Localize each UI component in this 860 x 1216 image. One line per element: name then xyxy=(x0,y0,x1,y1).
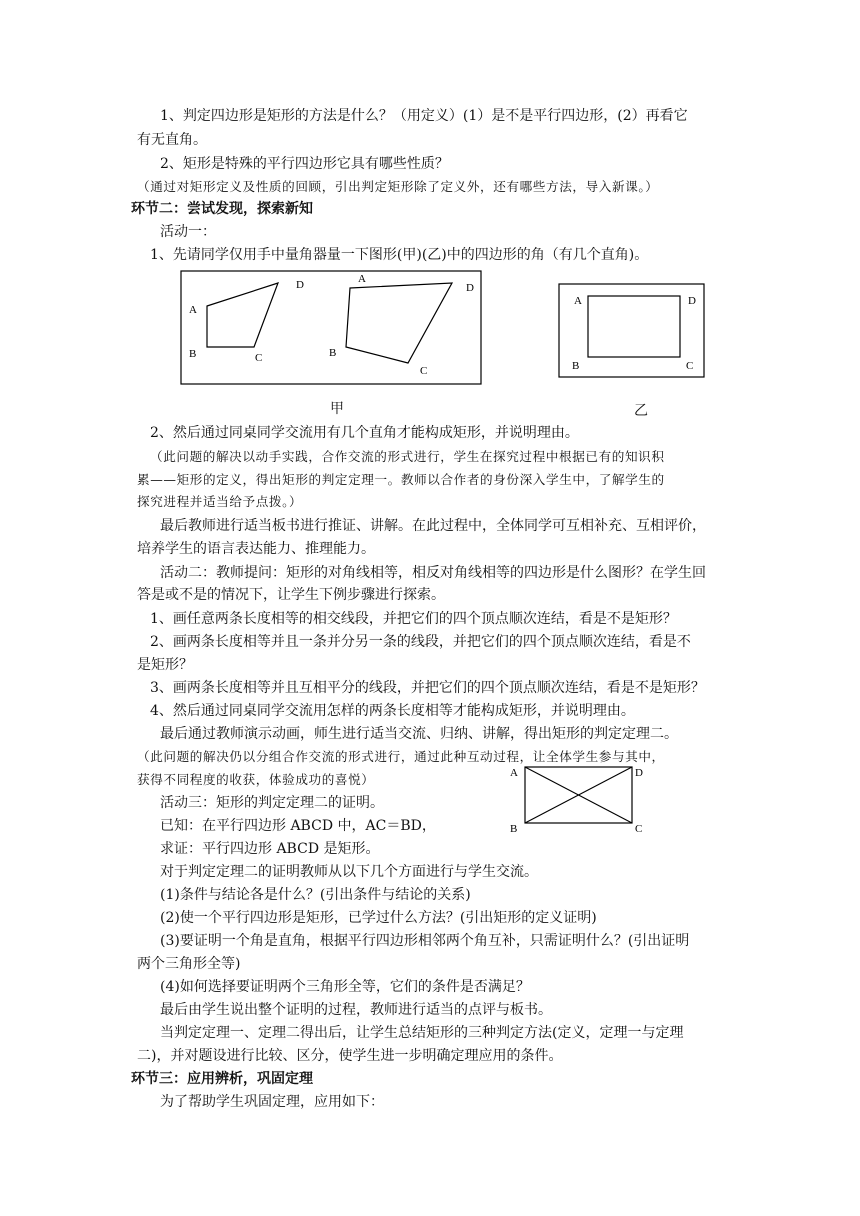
jia-left-vertex-c: C xyxy=(255,352,263,364)
note-line-5: （此问题的解决仍以分组合作交流的形式进行，通过此种互动过程，让全体学生参与其中， xyxy=(137,749,665,764)
proof-vertex-a: A xyxy=(510,767,518,779)
text-line-34: 当判定定理一、定理二得出后，让学生总结矩形的三种判定方法(定义，定理一与定理 xyxy=(160,1025,684,1041)
figure-yi xyxy=(558,283,706,379)
section-heading-2: 环节二：尝试发现，探索新知 xyxy=(131,201,313,217)
question-2: (2)使一个平行四边形是矩形，已学过什么方法？(引出矩形的定义证明) xyxy=(160,910,597,926)
section-heading-3: 环节三：应用辨析，巩固定理 xyxy=(131,1071,313,1087)
text-line-37: 为了帮助学生巩固定理，应用如下： xyxy=(160,1094,384,1110)
given-statement: 已知：在平行四边形 ABCD 中，AC＝BD， xyxy=(160,818,436,834)
jia-left-vertex-d: D xyxy=(296,279,304,291)
activity-2-line-2: 答是或不是的情况下，让学生下例步骤进行探索。 xyxy=(137,587,445,603)
activity-2-step-4: 4、然后通过同桌同学交流用怎样的两条长度相等才能构成矩形，并说明理由。 xyxy=(150,703,635,719)
yi-vertex-d: D xyxy=(688,295,696,307)
question-1: (1)条件与结论各是什么？(引出条件与结论的关系) xyxy=(160,887,471,903)
figure-proof-rectangle xyxy=(505,760,650,840)
jia-right-vertex-c: C xyxy=(420,365,428,377)
activity-2-step-2-cont: 是矩形？ xyxy=(137,657,193,673)
note-line-2: （此问题的解决以动手实践，合作交流的形式进行，学生在探究过程中根据已有的知识积 xyxy=(150,449,665,464)
figure-jia xyxy=(180,270,483,386)
jia-right-vertex-b: B xyxy=(329,347,337,359)
yi-vertex-c: C xyxy=(686,360,694,372)
figure-yi-caption: 乙 xyxy=(634,403,648,419)
text-line-27: 对于判定定理二的证明教师从以下几个方面进行与学生交流。 xyxy=(160,864,538,880)
question-3-cont: 两个三角形全等) xyxy=(137,956,241,972)
figure-jia-caption: 甲 xyxy=(330,401,344,417)
text-line-1: 1、判定四边形是矩形的方法是什么？（用定义）(1）是不是平行四边形，(2）再看它 xyxy=(160,108,688,124)
proof-vertex-b: B xyxy=(510,823,518,835)
yi-vertex-a: A xyxy=(574,295,582,307)
question-3: (3)要证明一个角是直角，根据平行四边形相邻两个角互补，只需证明什么？(引出证明 xyxy=(160,933,690,949)
activity-2-line-1: 活动二：教师提问：矩形的对角线相等，相反对角线相等的四边形是什么图形？在学生回 xyxy=(160,565,706,581)
text-line-21: 最后通过教师演示动画，师生进行适当交流、归纳、讲解，得出矩形的判定定理二。 xyxy=(160,726,678,742)
proof-vertex-d: D xyxy=(635,767,643,779)
jia-right-vertex-a: A xyxy=(358,273,366,285)
activity-1-step-2: 2、然后通过同桌同学交流用有几个直角才能构成矩形，并说明理由。 xyxy=(150,425,579,441)
activity-2-step-1: 1、画任意两条长度相等的相交线段，并把它们的四个顶点顺次连结，看是不是矩形？ xyxy=(150,611,677,627)
jia-left-vertex-b: B xyxy=(189,348,197,360)
text-line-12: 最后教师进行适当板书进行推证、讲解。在此过程中，全体同学可互相补充、互相评价， xyxy=(160,518,706,534)
proof-vertex-c: C xyxy=(635,823,643,835)
note-line-3: 累——矩形的定义，得出矩形的判定定理一。教师以合作者的身份深入学生中，了解学生的 xyxy=(137,472,665,487)
text-line-35: 二)，并对题设进行比较、区分，使学生进一步明确定理应用的条件。 xyxy=(137,1048,563,1064)
activity-2-step-2: 2、画两条长度相等并且一条并分另一条的线段，并把它们的四个顶点顺次连结，看是不 xyxy=(150,634,691,650)
activity-3-title: 活动三：矩形的判定定理二的证明。 xyxy=(160,795,384,811)
text-line-13: 培养学生的语言表达能力、推理能力。 xyxy=(137,541,375,557)
note-line-1: （通过对矩形定义及性质的回顾，引出判定矩形除了定义外，还有哪些方法，导入新课。） xyxy=(137,179,659,194)
activity-1-label: 活动一： xyxy=(160,224,216,240)
yi-vertex-b: B xyxy=(572,360,580,372)
note-line-4: 探究进程并适当给予点拨。） xyxy=(137,494,303,509)
note-line-6: 获得不同程度的收获，体验成功的喜悦） xyxy=(137,772,375,787)
jia-left-vertex-a: A xyxy=(189,304,197,316)
text-line-3: 2、矩形是特殊的平行四边形它具有哪些性质？ xyxy=(160,156,449,172)
text-line-33: 最后由学生说出整个证明的过程，教师进行适当的点评与板书。 xyxy=(160,1002,552,1018)
prove-statement: 求证：平行四边形 ABCD 是矩形。 xyxy=(160,841,380,857)
question-4: (4)如何选择要证明两个三角形全等，它们的条件是否满足？ xyxy=(160,979,530,995)
text-line-2: 有无直角。 xyxy=(137,132,207,148)
activity-2-step-3: 3、画两条长度相等并且互相平分的线段，并把它们的四个顶点顺次连结，看是不是矩形？ xyxy=(150,680,705,696)
jia-right-vertex-d: D xyxy=(466,282,474,294)
activity-1-step-1: 1、先请同学仅用手中量角器量一下图形(甲)(乙)中的四边形的角（有几个直角)。 xyxy=(150,247,649,263)
